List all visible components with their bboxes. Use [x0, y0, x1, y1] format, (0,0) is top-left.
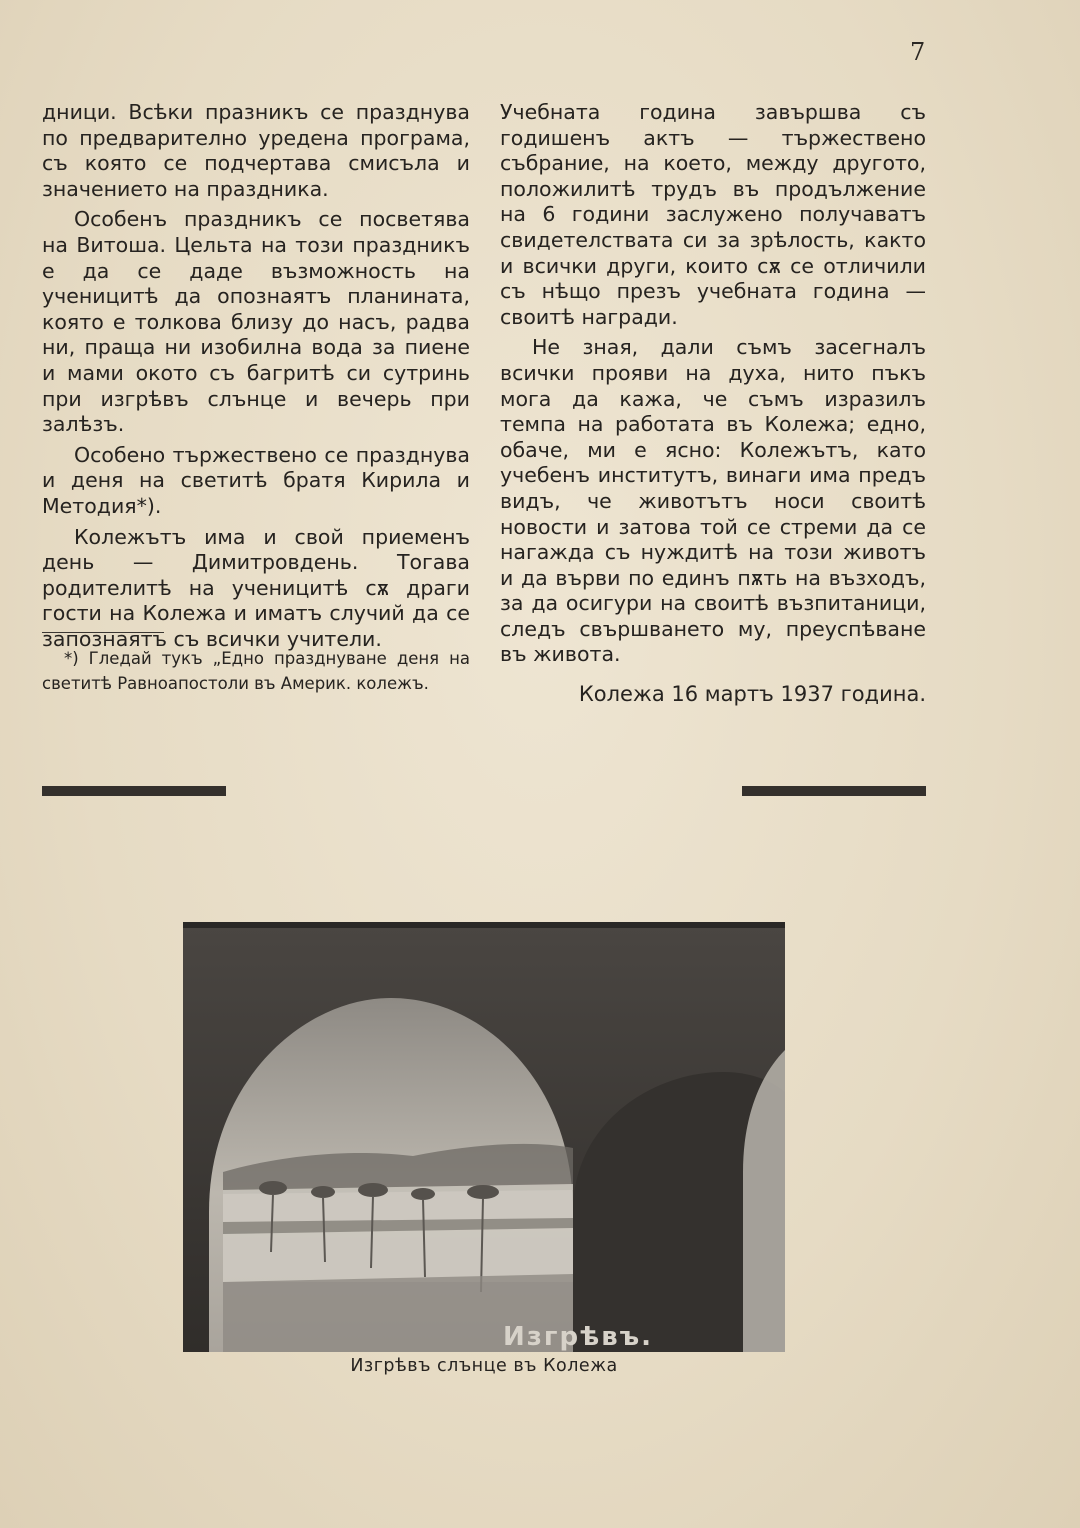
photo-inscription: Изгрѣвъ. — [503, 1322, 654, 1352]
sunrise-photo — [183, 922, 785, 1352]
left-paragraph-3: Особено тържествено се празднува и деня на светитѣ братя Кирила и Методия*). — [42, 442, 470, 518]
right-paragraph-1: Учебната година завършва съ годишенъ актъ — тържествено събрание, на което, между другото, положилитѣ трудъ въ продължение на 6 години заслужено получаватъ свидетелствата си за зрѣлость, както и всички други, които сѫ се отличили съ нѣщо презъ учебната година — своитѣ награди. — [500, 100, 926, 329]
left-paragraph-2: Особенъ праздникъ се посветява на Витоша. Цельта на този праздникъ е да се даде възможность на ученицитѣ да опознаятъ планината, която е толкова близу до насъ, радва ни, праща ни изобилна вода за пиене и мами окото съ багритѣ си сутринь при изгрѣвъ слънце и вечерь при залѣзъ. — [42, 207, 470, 437]
left-paragraph-4: Колежътъ има и свой приеменъ день — Димитровдень. Тогава родителитѣ на ученицитѣ сѫ драги гости на Колежа и иматъ случий да се запознаятъ съ всички учители. — [42, 524, 470, 651]
section-divider-right — [742, 786, 926, 796]
page-number: 7 — [910, 38, 926, 66]
right-column — [500, 100, 926, 708]
left-paragraph-1: дници. Всѣки празникъ се празднува по предварително уредена програма, съ която се подчертава смисъла и значението на праздника. — [42, 100, 470, 201]
photo-caption: Изгрѣвъ слънце въ Колежа — [350, 1356, 618, 1376]
date-signature: Колежа 16 мартъ 1937 година. — [578, 682, 926, 707]
section-divider-left — [42, 786, 226, 796]
footnote-divider — [42, 632, 164, 633]
right-paragraph-2: Не зная, дали съмъ засегналъ всички прояви на духа, нито пъкъ мога да кажа, че съмъ изразилъ темпа на работата въ Колежа; едно, обаче, ми е ясно: Колежътъ, като учебенъ институтъ, винаги има предъ видъ, че животътъ носи своитѣ новости и затова той се стреми да се нагажда съ нуждитѣ на този животъ и да върви по единъ пѫть на възходъ, за да осигури на своитѣ възпитаници, следъ свършването му, преуспѣване въ живота. — [500, 335, 926, 667]
footnote: *) Гледай тукъ „Едно празднуване деня на светитѣ Равноапостоли въ Америк. колежъ. — [42, 649, 470, 693]
left-column — [42, 100, 470, 652]
sunrise-photo-image — [183, 922, 785, 1352]
